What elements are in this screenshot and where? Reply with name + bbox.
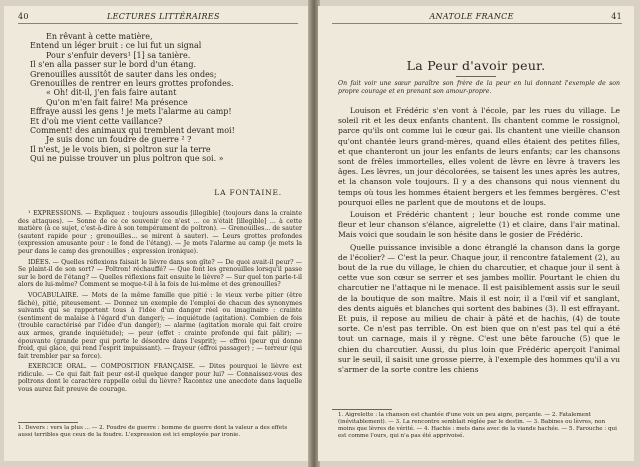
note-paragraph: VOCABULAIRE. — Mots de la même famille que pitié : le vieux verbe pitier (être fâché), pitié, piteusement. — Donnez un exemple de l'emploi de chacun des synonymes suivants qui se rapportent tous à l'idée d'un danger réel ou imaginaire : crainte (sentiment de malaise à l'égard d'un danger); — inquiétude (agitation). Combien de fois (trouble caractérisé par l'idée d'un danger); — alarme (agitation morale qui fait croire aux armes, grande inquiétude); — peur (effet : crainte profonde qui fait pâlir); — épouvante (grande peur qui porte le désordre dans l'esprit); — effroi (peur qui donne froid, qui glace, qui rend l'esprit impuissant). — frayeur (effroi passager) ; — terreur (qui fait trembler par sa force). bbox=[18, 291, 302, 360]
chapter-intro: On fait voir une sœur paraître son frère de la peur en lui donnant l'exemple de son propre courage et en prenant son amour-propre. bbox=[338, 80, 620, 95]
chapter-body bbox=[338, 106, 620, 377]
poem-line: Qui ne puisse trouver un plus poltron que soi. » bbox=[30, 154, 224, 164]
poem-line: Effraye aussi les gens ! je mets l'alarme au camp! bbox=[30, 107, 232, 117]
poem-line: Il s'en alla passer sur le bord d'un étang. bbox=[30, 60, 196, 70]
right-page-header bbox=[332, 12, 622, 24]
footnote-rule bbox=[18, 422, 78, 423]
right-page-number: 41 bbox=[611, 12, 622, 21]
note-paragraph: IDÉES. — Quelles réflexions faisait le lièvre dans son gîte? — De quoi avait-il peur? — Se plaint-il de son sort? — Poltron! réchauffé? — Que font les grenouilles lorsqu'il passe sur le bord de l'étang? — Quelles réflexions fait ensuite le lièvre? — Sur quel ton parle-t-il alors de lui-même? Comment se moque-t-il à la fois de lui-même et des grenouilles? bbox=[18, 258, 302, 289]
poem-line: Il n'est, je le vois bien, si poltron sur la terre bbox=[30, 144, 211, 154]
poem-line: Je suis donc un foudre de guerre ² ? bbox=[46, 135, 192, 145]
study-notes bbox=[18, 210, 302, 397]
poem-line: « Oh! dit-il, j'en fais faire autant bbox=[46, 88, 177, 98]
body-paragraph: Louison et Frédéric chantent ; leur bouche est ronde comme une fleur et leur chanson s'élance, aigrelette (1) et claire, dans l'air matinal. Mais voici que soudain le son hésite dans le gosier de Frédéric. bbox=[338, 210, 620, 240]
poem-line: Grenouilles de rentrer en leurs grottes profondes. bbox=[30, 79, 234, 89]
right-page bbox=[318, 6, 634, 461]
poem-line: Entend un léger bruit : ce lui fut un signal bbox=[30, 41, 202, 51]
right-footnote: 1. Aigrelette : la chanson est chantée d'une voix un peu aigre, perçante. — 2. Fatalement (inévitablement). — 3. La rencontre semblait réglée par le destin. — 3. Babines ou lèvres, non moins que lèvres de vérité. — 4. Hachis : mets dans avec de la viande hachée. — 5. Farouche : qui est comme l'ours, qui n'a pas été apprivoisé. bbox=[338, 412, 617, 439]
left-page-header bbox=[18, 12, 298, 24]
left-running-head: LECTURES LITTÉRAIRES bbox=[107, 12, 220, 21]
left-page bbox=[4, 6, 310, 461]
poem-line: En rêvant à cette matière, bbox=[46, 32, 153, 41]
poem-line: Comment! des animaux qui tremblent devant moi! bbox=[30, 126, 235, 136]
title-rule bbox=[456, 76, 496, 77]
poem-line: Qu'on m'en fait faire! Ma présence bbox=[46, 97, 188, 107]
footnote-rule bbox=[332, 409, 392, 410]
note-paragraph: ¹ EXPRESSIONS. — Expliquez : toujours assoudis [illegible] (toujours dans la crainte des attaques). — Sonne de ce ce souvenir (ce n'est ... ce n'était [illegible] ... à cette matière (à ce sujet, c'est-à-dire à son tempérament de poltron). — Grenouilles... de sauter (sautent rapide pour ; grenouilles... se mirent à sauter). — Leurs grottes profondes (expression amusante pour : le fond de l'étang). — Je mets l'alarme au camp (je mets la peur dans le camp des grenouilles ; expression ironique). bbox=[18, 210, 302, 255]
poem-line: Pour s'enfuir devers¹ [1] sa tanière. bbox=[46, 50, 191, 60]
poem-line: Et d'où me vient cette vaillance? bbox=[30, 116, 163, 126]
left-page-number: 40 bbox=[18, 12, 29, 21]
note-paragraph: EXERCICE ORAL. — COMPOSITION FRANÇAISE. — Dites pourquoi le lièvre est ridicule. — Ce qui fait fait peur est-il quelque danger pour lui? — Connaissez-vous des poltrons dont le caractère rappelle celui du lièvre? Racontez une anecdote dans laquelle vous aurez fait preuve de courage. bbox=[18, 363, 302, 394]
poem bbox=[30, 32, 300, 164]
left-footnote: 1. Devers : vers la plus ... — 2. Foudre de guerre : homme de guerre dont la valeur a des effets aussi terribles que ceux de la foudre. L'expression est ici employée par ironie. bbox=[18, 425, 288, 438]
poem-line: Grenouilles aussitôt de sauter dans les ondes; bbox=[30, 69, 217, 79]
chapter-title: La Peur d'avoir peur. bbox=[406, 58, 546, 73]
poem-signature: LA FONTAINE. bbox=[214, 188, 282, 197]
body-paragraph: Quelle puissance invisible a donc étranglé la chanson dans la gorge de l'écolier? — C'est la peur. Chaque jour, il rencontre fatalement (2), au bout de la rue du village, le chien du charcutier, et chaque jour il sent à cette vue son cœur se serrer et ses jambes mollir. Pourtant le chien du charcutier ne l'attaque ni le menace. Il est paisiblement assis sur le seuil de la boutique de son maître. Mais il est noir, il a l'œil vif et sanglant, des dents aiguës et blanches qui sortent des babines (3). Il est effrayant. Et puis, il repose au milieu de chair à pâté et de hachis, (4) de toute sorte. Ce n'est pas terrible. On est bien que on n'est pas tel qui a été tout un carnage, mais il y règne. C'est une bête farouche (5) que le chien du charcutier. Aussi, du plus loin que Frédéric aperçoit l'animal sur le seuil, il saisit une grosse pierre, à l'exemple des hommes qu'il a vu s'armer de la sorte contre les chiens bbox=[338, 242, 620, 375]
body-paragraph: Louison et Frédéric s'en vont à l'école, par les rues du village. Le soleil rit et les deux enfants chantent. Ils chantent comme le rossignol, parce qu'ils ont comme lui le cœur gai. Ils chantent une vieille chanson qu'ont chantée leurs grand-mères, quand elles étaient des petites filles, et que chanteront un jour les enfants de leurs enfants; car les chansons sont de frêles immortelles, elles volent de lèvre en lèvre à travers les âges. Les lèvres, un jour décolorées, se taisent les unes après les autres, et la chanson vole toujours. Il y a des chansons qui nous viennent du temps où tous les hommes étaient bergers et les femmes bergères. C'est pourquoi elles ne parlent que de moutons et de loups. bbox=[338, 106, 620, 207]
right-running-head: ANATOLE FRANCE bbox=[429, 12, 514, 21]
